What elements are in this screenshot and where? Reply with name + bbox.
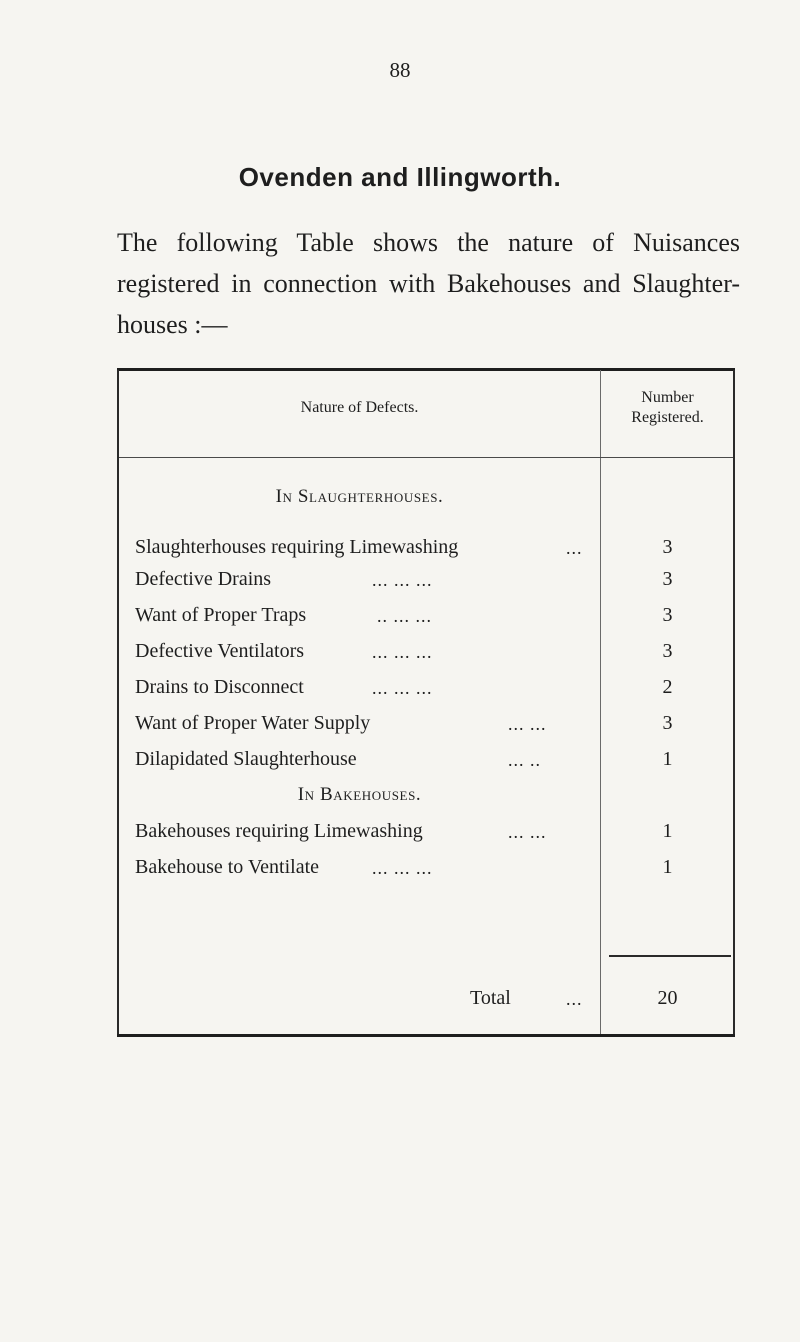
table-column-divider xyxy=(600,370,601,1035)
column-header-number xyxy=(602,388,733,428)
table-left-border xyxy=(117,370,119,1035)
row-label: Bakehouses requiring Limewashing xyxy=(135,820,423,842)
row-leader: ... ... ... xyxy=(372,678,433,698)
row-leader: .. ... ... xyxy=(377,606,432,626)
row-label: Drains to Disconnect xyxy=(135,676,304,698)
row-label: Defective Ventilators xyxy=(135,640,305,662)
row-value: 1 xyxy=(662,856,673,878)
row-value: 3 xyxy=(662,604,673,626)
total-leader: ... xyxy=(566,989,583,1009)
table-total-rule xyxy=(609,955,731,957)
page-number: 88 xyxy=(389,58,411,82)
table-top-rule xyxy=(117,368,735,371)
intro-paragraph: The following Table shows the nature of Nuisances registered in connection with Bakehouses and Slaughter-houses :— xyxy=(117,228,740,339)
row-label: Want of Proper Traps xyxy=(135,604,307,626)
row-value: 3 xyxy=(662,640,673,662)
section-title-slaughterhouses: In Slaughterhouses. xyxy=(275,486,444,507)
column-header-number-line2: Registered. xyxy=(631,409,704,426)
row-value: 3 xyxy=(662,712,673,734)
total-value: 20 xyxy=(657,987,678,1009)
column-header-number-line1: Number xyxy=(641,389,694,406)
column-header-nature: Nature of Defects. xyxy=(300,399,419,416)
section-title-bakehouses: In Bakehouses. xyxy=(297,784,422,805)
row-leader: ... .. xyxy=(508,750,541,770)
row-label: Defective Drains xyxy=(135,568,272,590)
total-label: Total xyxy=(470,987,511,1009)
row-value: 3 xyxy=(662,568,673,590)
row-leader: ... ... xyxy=(508,714,547,734)
row-leader: ... xyxy=(566,538,583,558)
row-label: Slaughterhouses requiring Limewashing xyxy=(135,536,459,558)
table-header-rule xyxy=(119,457,733,458)
row-leader: ... ... ... xyxy=(372,570,433,590)
row-value: 1 xyxy=(662,820,673,842)
row-value: 2 xyxy=(662,676,673,698)
row-label: Want of Proper Water Supply xyxy=(135,712,371,734)
row-leader: ... ... ... xyxy=(372,642,433,662)
row-label: Dilapidated Slaughterhouse xyxy=(135,748,357,770)
table-right-border xyxy=(733,370,735,1035)
table-bottom-rule xyxy=(117,1034,735,1037)
row-value: 3 xyxy=(662,536,673,558)
row-leader: ... ... ... xyxy=(372,858,433,878)
row-value: 1 xyxy=(662,748,673,770)
row-label: Bakehouse to Ventilate xyxy=(135,856,320,878)
page-title: Ovenden and Illingworth. xyxy=(238,162,562,192)
row-leader: ... ... xyxy=(508,822,547,842)
